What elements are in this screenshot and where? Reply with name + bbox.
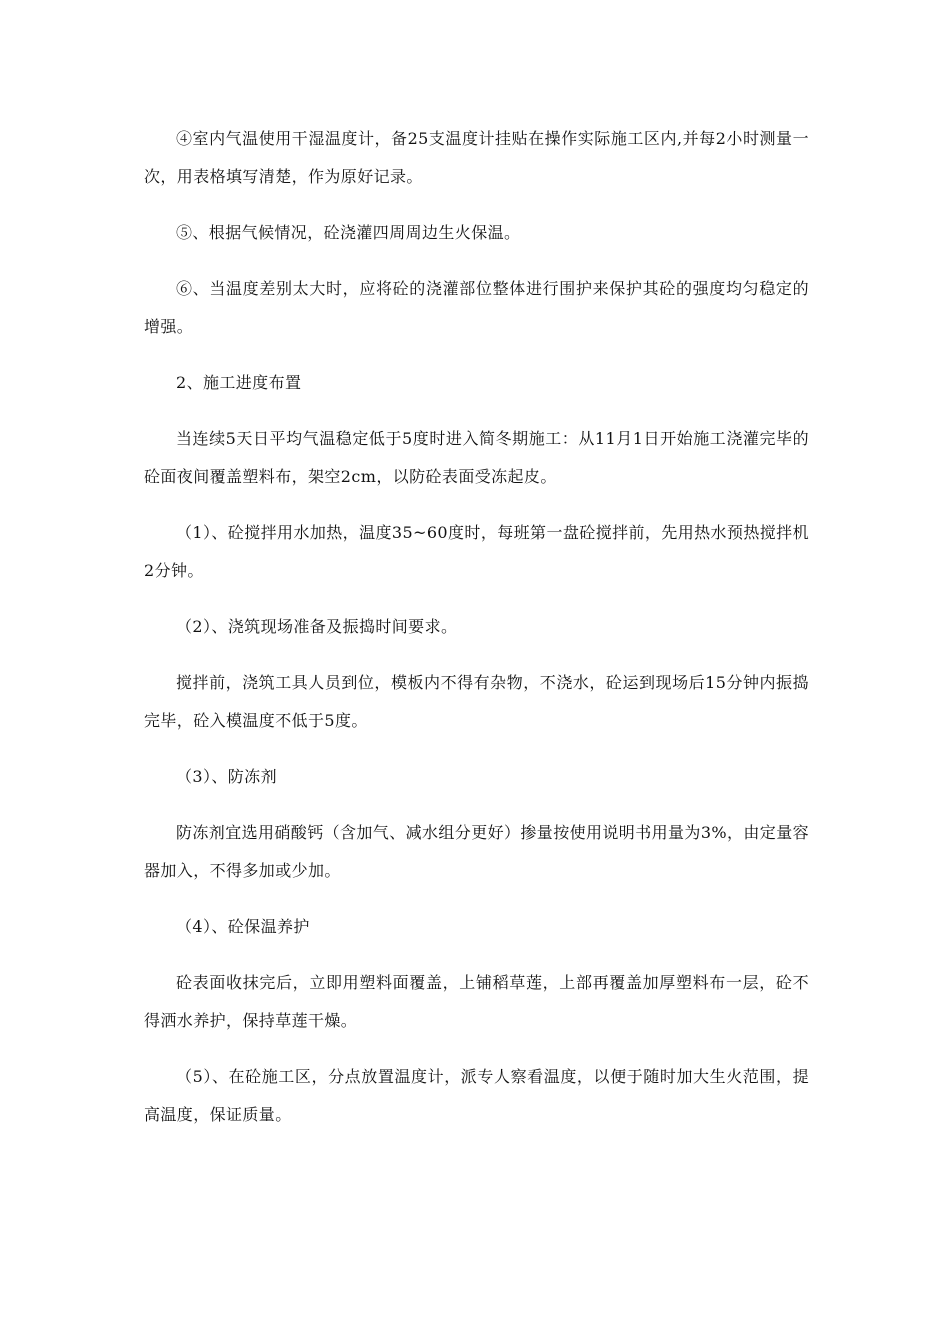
item-4-heading: （4）、砼保温养护 <box>176 917 310 936</box>
paragraph-enclosure: ⑥、当温度差别太大时，应将砼的浇灌部位整体进行围护来保护其砼的强度均匀稳定的增强。 <box>144 279 809 336</box>
item-2-heading: （2）、浇筑现场准备及振捣时间要求。 <box>176 617 458 636</box>
item-1-water-heating: （1）、砼搅拌用水加热，温度35~60度时，每班第一盘砼搅拌前，先用热水预热搅拌机2分钟。 <box>144 523 809 580</box>
paragraph-curing: 砼表面收抹完后，立即用塑料面覆盖，上铺稻草莲，上部再覆盖加厚塑料布一层，砼不得洒水养护，保持草莲干燥。 <box>144 973 809 1030</box>
section-heading-schedule: 2、施工进度布置 <box>176 373 302 392</box>
paragraph-fire-heating: ⑤、根据气候情况，砼浇灌四周周边生火保温。 <box>176 223 521 242</box>
item-5-monitoring: （5）、在砼施工区，分点放置温度计，派专人察看温度，以便于随时加大生火范围，提高温度，保证质量。 <box>144 1067 809 1124</box>
document-body <box>144 120 809 1152</box>
paragraph-thermometer-setup: ④室内气温使用干湿温度计，备25支温度计挂贴在操作实际施工区内,并每2小时测量一次，用表格填写清楚，作为原好记录。 <box>144 129 809 186</box>
paragraph-winter-start: 当连续5天日平均气温稳定低于5度时进入简冬期施工：从11月1日开始施工浇灌完毕的砼面夜间覆盖塑料布，架空2cm，以防砼表面受冻起皮。 <box>144 429 809 486</box>
paragraph-pouring-prep: 搅拌前，浇筑工具人员到位，模板内不得有杂物，不浇水，砼运到现场后15分钟内振捣完毕，砼入模温度不低于5度。 <box>144 673 809 730</box>
item-3-heading: （3）、防冻剂 <box>176 767 277 786</box>
paragraph-antifreeze: 防冻剂宜选用硝酸钙（含加气、减水组分更好）掺量按使用说明书用量为3%，由定量容器加入，不得多加或少加。 <box>144 823 809 880</box>
